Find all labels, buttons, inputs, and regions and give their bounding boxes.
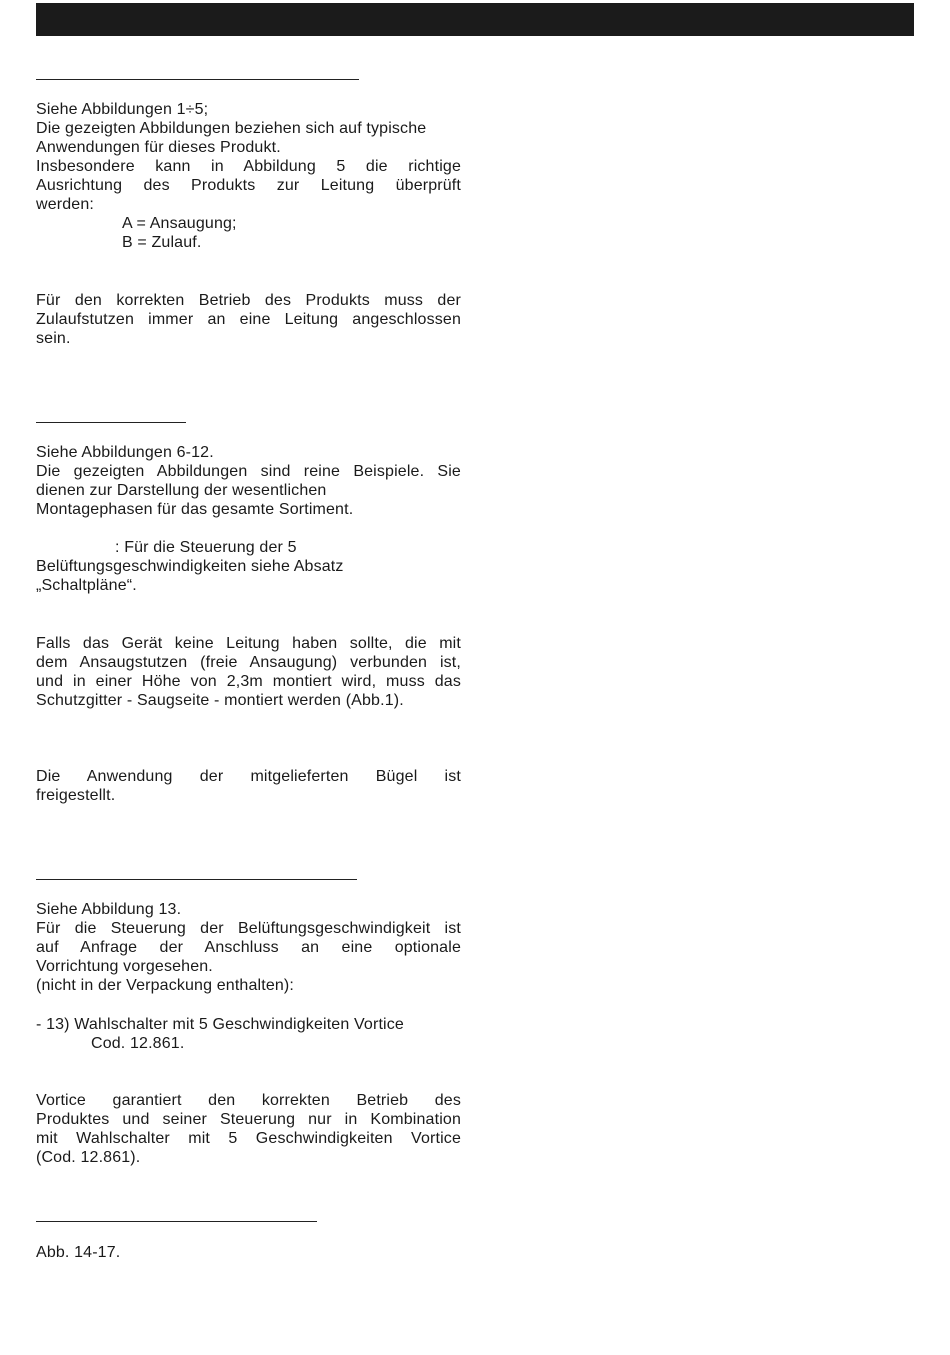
text-line: Für die Steuerung der Belüftungsgeschwindigkeit ist xyxy=(36,920,461,937)
text-line: Vorrichtung vorgesehen. xyxy=(36,958,213,975)
section1-paragraph2 xyxy=(36,291,461,348)
text-line: Zulaufstutzen immer an eine Leitung angeschlossen xyxy=(36,311,461,328)
text-line: Die Anwendung der mitgelieferten Bügel ist xyxy=(36,768,461,785)
text-line: Die gezeigten Abbildungen beziehen sich auf typische xyxy=(36,120,427,137)
text-line: Siehe Abbildung 13. xyxy=(36,901,182,918)
section2-paragraph3 xyxy=(36,767,461,805)
section3-paragraph1 xyxy=(36,900,461,995)
text-line: Schutzgitter - Saugseite - montiert werden (Abb.1). xyxy=(36,692,404,709)
text-line: Insbesondere kann in Abbildung 5 die richtige xyxy=(36,158,461,175)
section2-note xyxy=(36,538,461,595)
section2-paragraph2 xyxy=(36,634,461,710)
text-line: mit Wahlschalter mit 5 Geschwindigkeiten Vortice xyxy=(36,1130,461,1147)
section-heading-rule xyxy=(36,79,359,80)
list-item: B = Zulauf. xyxy=(122,234,202,251)
text-line: Montagephasen für das gesamte Sortiment. xyxy=(36,501,354,518)
text-line: Siehe Abbildungen 1÷5; xyxy=(36,101,209,118)
section1-list xyxy=(36,214,461,252)
text-line: Ausrichtung des Produkts zur Leitung überprüft xyxy=(36,177,461,194)
section-heading-rule xyxy=(36,1221,317,1222)
section4-paragraph1 xyxy=(36,1243,461,1262)
text-line: Die gezeigten Abbildungen sind reine Beispiele. Sie xyxy=(36,463,461,480)
text-line: Siehe Abbildungen 6-12. xyxy=(36,444,214,461)
text-line: Abb. 14-17. xyxy=(36,1244,121,1261)
section-heading-rule xyxy=(36,422,186,423)
text-line: dem Ansaugstutzen (freie Ansaugung) verbunden ist, xyxy=(36,654,461,671)
text-line: dienen zur Darstellung der wesentlichen xyxy=(36,482,327,499)
text-line: „Schaltpläne“. xyxy=(36,577,137,594)
text-line: Für den korrekten Betrieb des Produkts muss der xyxy=(36,292,461,309)
section3-item xyxy=(36,1015,461,1053)
text-line: und in einer Höhe von 2,3m montiert wird, muss das xyxy=(36,673,461,690)
list-item: - 13) Wahlschalter mit 5 Geschwindigkeiten Vortice xyxy=(36,1016,404,1033)
text-line: Belüftungsgeschwindigkeiten siehe Absatz xyxy=(36,558,344,575)
text-line: Vortice garantiert den korrekten Betrieb des xyxy=(36,1092,461,1109)
text-line: (Cod. 12.861). xyxy=(36,1149,141,1166)
section1-paragraph1 xyxy=(36,100,461,214)
header-bar xyxy=(36,3,914,36)
list-item: A = Ansaugung; xyxy=(122,215,237,232)
section-heading-rule xyxy=(36,879,357,880)
text-line: werden: xyxy=(36,196,94,213)
section3-paragraph2 xyxy=(36,1091,461,1167)
text-line: : Für die Steuerung der 5 xyxy=(115,539,297,556)
list-item: Cod. 12.861. xyxy=(91,1035,185,1052)
text-line: auf Anfrage der Anschluss an eine optionale xyxy=(36,939,461,956)
text-line: Produktes und seiner Steuerung nur in Kombination xyxy=(36,1111,461,1128)
text-line: Anwendungen für dieses Produkt. xyxy=(36,139,281,156)
text-line: (nicht in der Verpackung enthalten): xyxy=(36,977,295,994)
text-line: freigestellt. xyxy=(36,787,116,804)
section2-paragraph1 xyxy=(36,443,461,519)
text-line: sein. xyxy=(36,330,71,347)
text-line: Falls das Gerät keine Leitung haben sollte, die mit xyxy=(36,635,461,652)
